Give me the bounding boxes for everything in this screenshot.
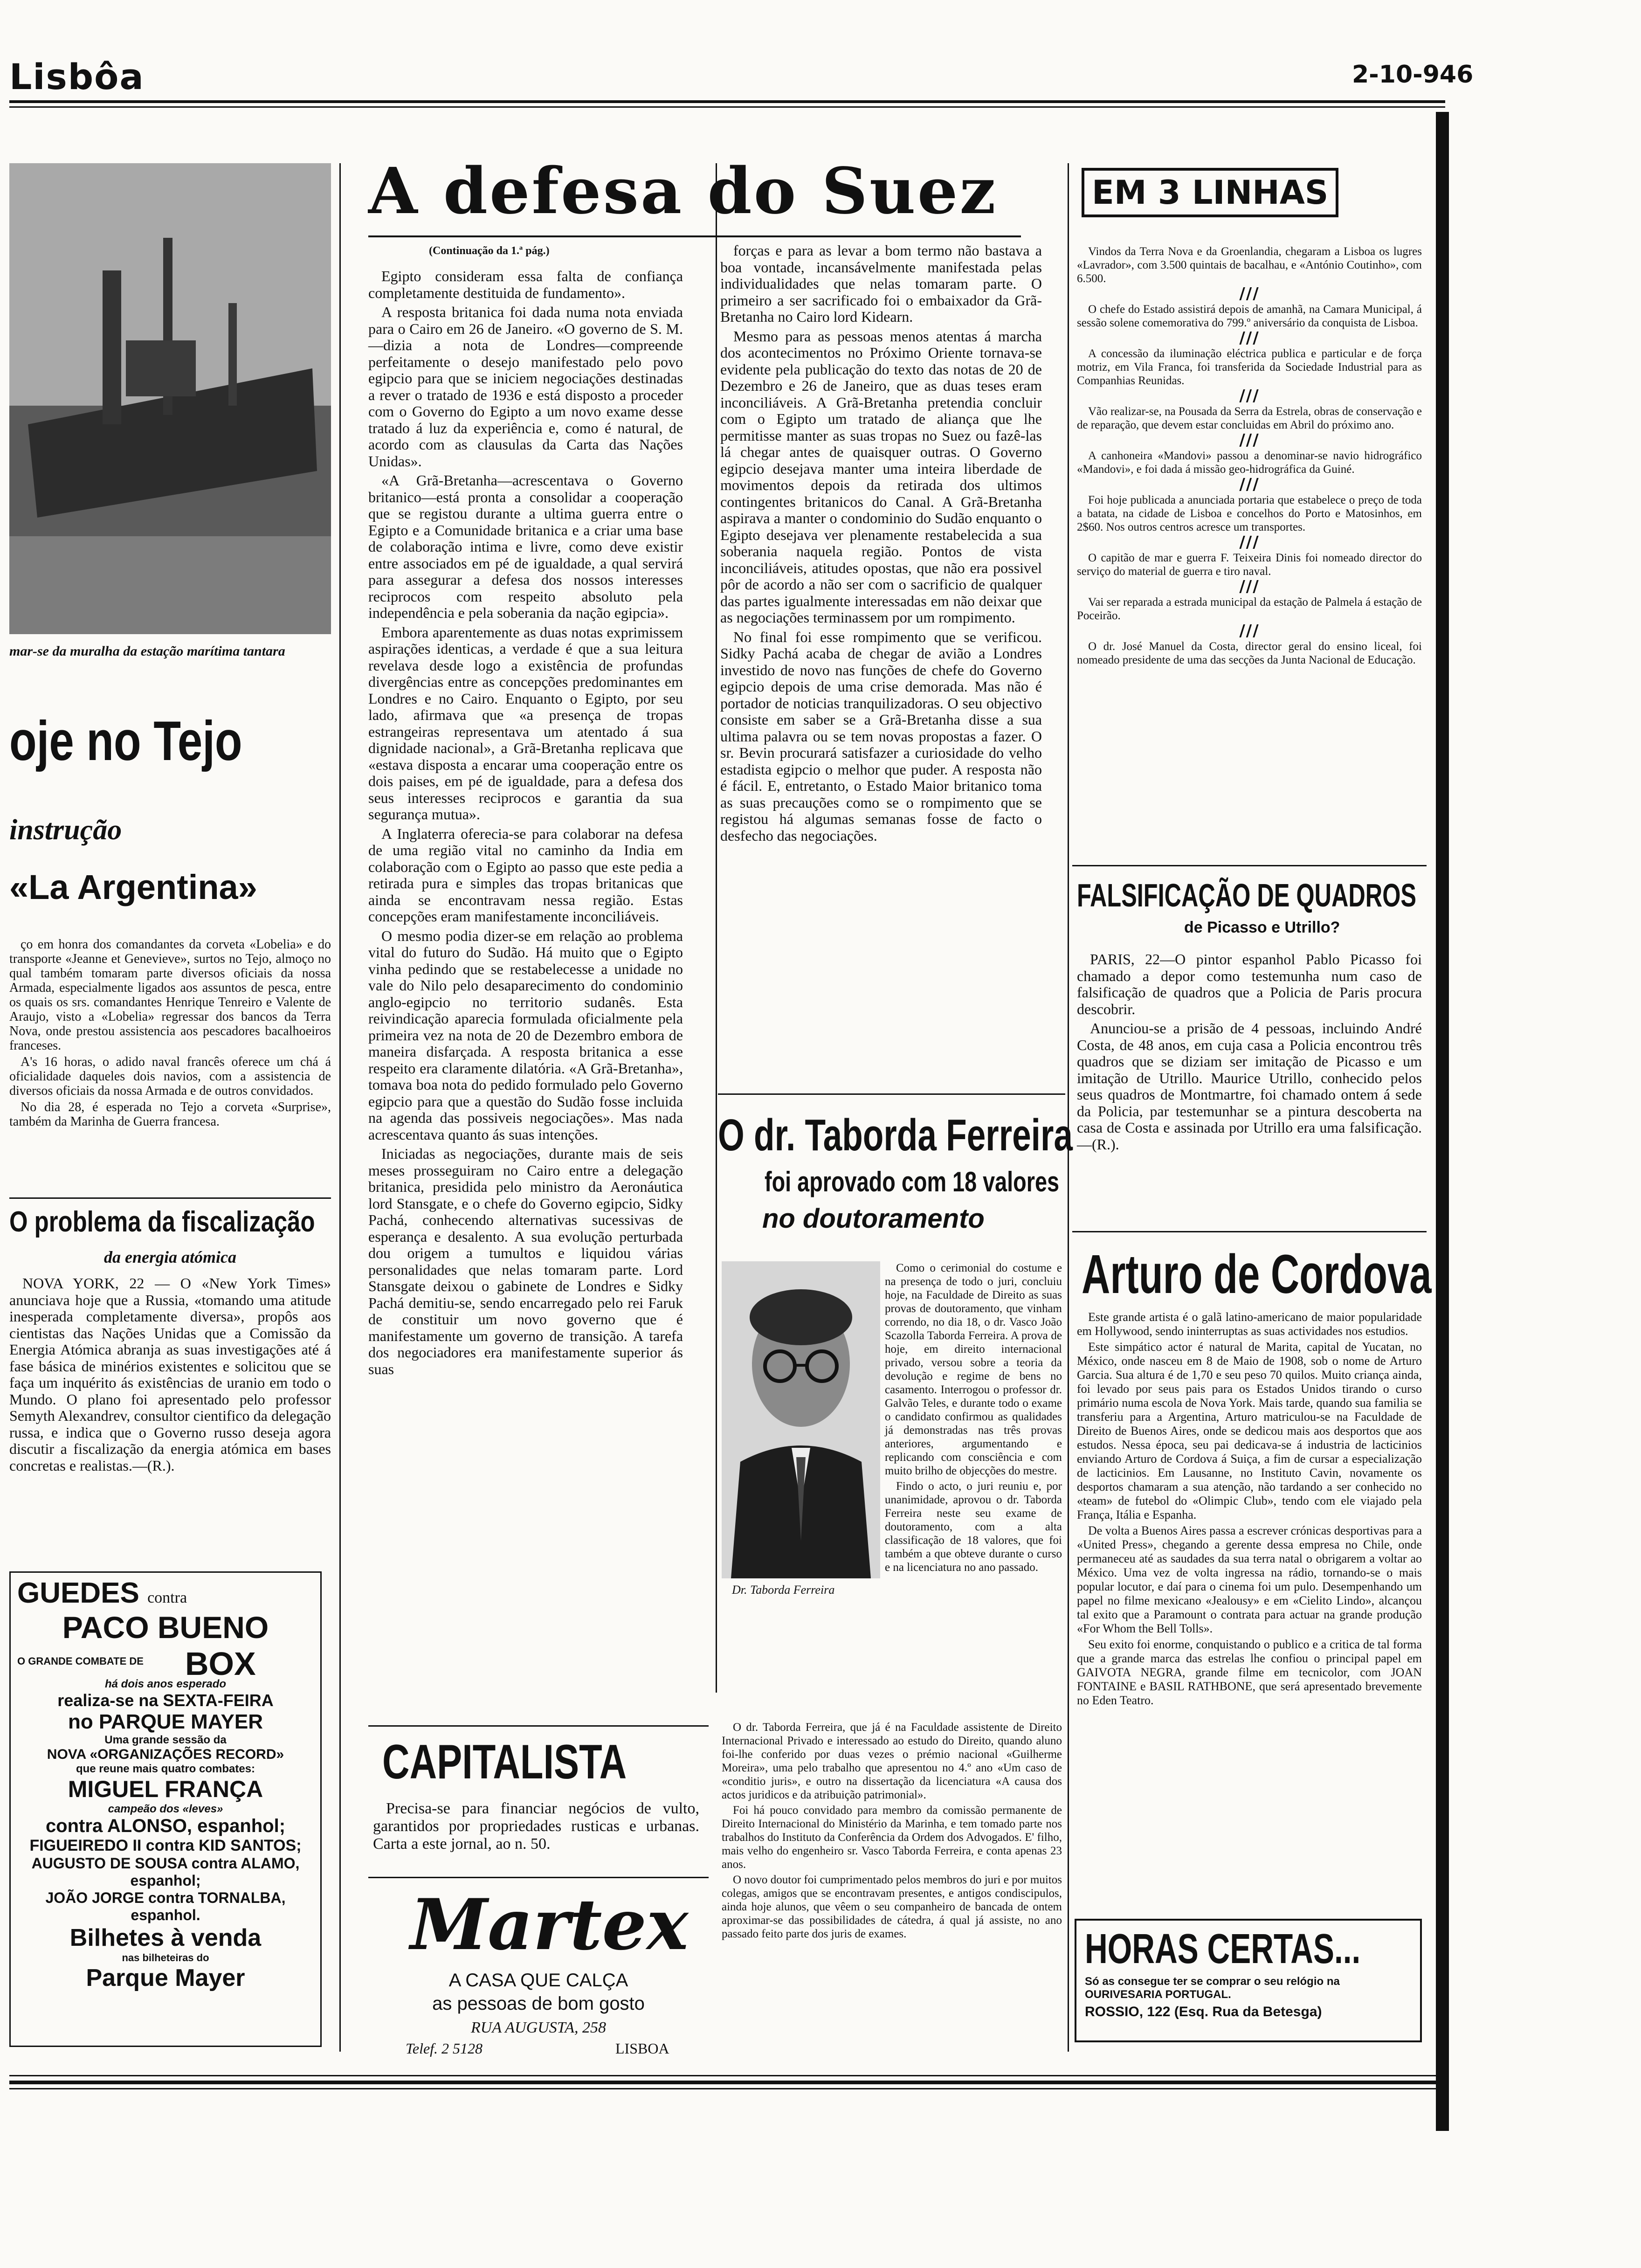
ad-line: realiza-se na SEXTA-FEIRA bbox=[57, 1691, 274, 1710]
ad-contra: contra bbox=[147, 1589, 187, 1606]
brief-item: Vai ser reparada a estrada municipal da estação de Palmela á estação de Poceirão. bbox=[1077, 596, 1422, 622]
portrait-figure-icon bbox=[722, 1261, 880, 1578]
column-divider bbox=[339, 163, 341, 2052]
right-margin-bar bbox=[1436, 112, 1449, 2131]
tejo-headline: oje no Tejo bbox=[9, 710, 242, 772]
ad-venue: no PARQUE MAYER bbox=[68, 1710, 263, 1733]
paragraph: Mesmo para as pessoas menos atentas á marcha dos acontecimentos no Próximo Oriente tornava-se evidente pela publicação do texto das notas de 20 de Dezembro e 26 de Janeiro, que as duas teses eram inconciliáveis. A Grã-Bretanha pretendia concluir com o Egipto um tratado de aliança que lhe permitisse manter as suas tropas no Suez ou fazê-las lá chegar antes de quaisquer outras. O Governo egipcio desejava manter uma inteira liberdade de movimentos depois da retirada dos ultimos contingentes britanicos do Canal. A Grã-Bretanha aspirava a manter o condominio do Sudão enquanto o Egipto desejava ver plenamente restabelecida a sua soberania naquela região. Pontos de vista inconciliáveis, atitudes opostas, que não era possivel pôr de acordo a não ser com o sacrificio de qualquer das partes igualmente interessadas em não deixar que as negociações terminassem por um rompimento. bbox=[720, 327, 1042, 626]
martex-slogan-2: as pessoas de bom gosto bbox=[432, 1993, 645, 2014]
paragraph: Seu exito foi enorme, conquistando o publico e a critica de tal forma que a grande marca das estrelas lhe confiou o principal papel em GAIVOTA NEGRA, grande filme em tecnicolor, com JOAN FONTAINE e BASIL RATHBONE, que será apresentado brevemente no Eden Teatro. bbox=[1077, 1638, 1422, 1707]
taborda-article bbox=[722, 1721, 1062, 1943]
brief-item: A canhoneira «Mandovi» passou a denominar-se navio hidrográfico «Mandovi», e foi dada á missão geo-hidrográfica da Guiné. bbox=[1077, 449, 1422, 476]
ad-fighter-1-name: GUEDES bbox=[17, 1577, 139, 1609]
ad-combat-line bbox=[17, 1645, 314, 1682]
martex-slogan-1: A CASA QUE CALÇA bbox=[448, 1970, 628, 1991]
brief-separator: /// bbox=[1239, 475, 1260, 494]
bottom-rule bbox=[9, 2075, 1445, 2076]
horas-certas-address: ROSSIO, 122 (Esq. Rua da Betesga) bbox=[1085, 2004, 1322, 2019]
brief-separator: /// bbox=[1239, 577, 1260, 596]
ad-bout: JOÃO JORGE contra TORNALBA, espanhol. bbox=[45, 1889, 286, 1923]
ad-bout: contra ALONSO, espanhol; bbox=[45, 1816, 286, 1836]
capitalista-title: CAPITALISTA bbox=[382, 1735, 627, 1789]
divider bbox=[368, 1725, 709, 1727]
ad-box-label: BOX bbox=[185, 1646, 256, 1682]
ad-line: há dois anos esperado bbox=[104, 1678, 227, 1690]
masthead-paper-name: Lisbôa bbox=[9, 56, 145, 97]
paragraph: O dr. Taborda Ferreira, que já é na Faculdade assistente de Direito Internacional Privado e interessado ao estudo do Direito, quando aluno foi-lhe conferido por duas vezes o prémio nacional «Guilherme Moreira», uma pelo trabalho que apresentou no 4.º ano «Um caso de «conditio juris», e outro na dissertação da licenciatura «A causa dos actos juridicos e da atribuição patrimonial». bbox=[722, 1721, 1062, 1801]
cordova-article bbox=[1077, 1310, 1422, 1709]
paragraph: Como o cerimonial do costume e na presença de todo o juri, concluiu hoje, na Faculdade de Direito as suas provas de doutoramento, que vinham correndo, no dia 18, o dr. Vasco João Scazolla Taborda Ferreira. A prova de hoje, em direito internacional privado, versou sobre a teoria da devolução e regime de bens no casamento. Interrogou o professor dr. Galvão Teles, e durante todo o exame o candidato confirmou as qualidades já demonstradas nas três provas anteriores, argumentando e replicando com consciência e com muito brilho de objecções do mestre. bbox=[885, 1262, 1062, 1477]
suez-column-2 bbox=[720, 242, 1042, 847]
suez-headline: A defesa do Suez bbox=[368, 154, 998, 228]
brief-separator: /// bbox=[1239, 431, 1260, 449]
column-divider bbox=[716, 163, 717, 1693]
ad-venue-footer: Parque Mayer bbox=[86, 1964, 245, 1991]
suez-column-1 bbox=[368, 268, 683, 1380]
paragraph: A Inglaterra oferecia-se para colaborar na defesa de uma região vital no caminho da India em colaboração com o Egipto ao passo que este pedia a retirada pura e simples das tropas britanicas que ainda se encontravam nessa região. Estas concepções eram manifestamente inconciliáveis. bbox=[368, 825, 683, 925]
brief-separator: /// bbox=[1239, 329, 1260, 347]
brief-item: Vão realizar-se, na Pousada da Serra da Estrela, obras de conservação e de reparação, que devem estar concluidas em Abril do próximo ano. bbox=[1077, 405, 1422, 431]
divider bbox=[718, 1093, 1065, 1095]
divider bbox=[1072, 1231, 1427, 1232]
paragraph: Anunciou-se a prisão de 4 pessoas, incluindo André Costa, de 48 anos, em cuja casa a Policia encontrou três quadros que se diziam ser imitação de Picasso e um imitação de Utrillo. Maurice Utrillo, conhecido pelos seus quadros de Montmartre, foi chamado ontem á sede da Policia, par testemunhar se a pintura descoberta na casa de Costa e assinada por Utrillo era uma falsificação.—(R.). bbox=[1077, 1020, 1422, 1153]
martex-address: RUA AUGUSTA, 258 bbox=[471, 2019, 606, 2036]
headline-rule bbox=[368, 235, 1021, 237]
em-3-linhas-title: EM 3 LINHAS bbox=[1082, 168, 1338, 217]
ad-line: nas bilheteiras do bbox=[122, 1952, 209, 1964]
paragraph: «A Grã-Bretanha—acrescentava o Governo britanico—está pronta a consolidar a cooperação que se registou durante a ultima guerra entre o Egipto e a Comunidade britanica e a criar uma base de colaboração intima e livre, como deve existir entre associados em pé de igualdade, a qual servirá para assegurar a defesa dos nossos interesses reciprocos com respeito absoluto pela independência e pela soberania da nação egipcia». bbox=[368, 472, 683, 621]
ad-fighter-1 bbox=[17, 1577, 314, 1610]
paragraph: Findo o acto, o juri reuniu e, por unanimidade, aprovou o dr. Taborda Ferreira neste seu exame de doutoramento, com a alta classificação de 18 valores, que foi também a que obteve durante o curso e na licenciatura no ano passado. bbox=[885, 1480, 1062, 1574]
martex-phone: Telef. 2 5128 bbox=[406, 2040, 483, 2057]
brief-item: O chefe do Estado assistirá depois de amanhã, na Camara Municipal, á sessão solene comemorativa do 799.º aniversário da conquista de Lisboa. bbox=[1077, 303, 1422, 329]
brief-item: Vindos da Terra Nova e da Groenlandia, chegaram a Lisboa os lugres «Lavrador», com 3.500 quintais de bacalhau, e «António Coutinho», com 6.500. bbox=[1077, 245, 1422, 285]
paragraph: No final foi esse rompimento que se verificou. Sidky Pachá acaba de chegar de avião a Londres investido de novo nas funções de chefe do Governo egipcio depois de uma crise demorada. Mas não é portador de noticias tranquilizadoras. O seu objectivo consiste em saber se a Grã-Bretanha disse a sua ultima palavra ou se tem novas propostas a fazer. O sr. Bevin procurará satisfazer a curiosidade do velho estadista egipcio o melhor que puder. A resposta não é fácil. E, entretanto, o Estado Maior britanico toma as suas precauções como se o rompimento que se registou há algumas semanas fosse de facto o desfecho das negociações. bbox=[720, 628, 1042, 844]
top-rule-thin bbox=[9, 106, 1445, 108]
brief-item: O capitão de mar e guerra F. Teixeira Dinis foi nomeado director do serviço do material de guerra e tiro naval. bbox=[1077, 552, 1422, 578]
paragraph: Este grande artista é o galã latino-americano de maior popularidade em Hollywood, sendo ininterruptas as suas actividades nos estudios. bbox=[1077, 1310, 1422, 1338]
paragraph: Iniciadas as negociações, durante mais de seis meses prosseguiram no Cairo entre a delegação britanica, presidida pelo ministro da Aeronáutica lord Stansgate, e o chefe do Governo egipcio, Sidky Pachá, conhecendo alternativas sucessivas de esperança e desalento. A sua evolução perturbada dou origem a tumultos e liquidou várias personalidades que nelas tomaram parte. Lord Stansgate deixou o gabinete de Londres e Sidky Pachá demitiu-se, sendo encarregado pelo rei Faruk de constituir um novo governo que é manifestamente um governo de transição. A tarefa dos negociadores era manifestamente superior ás suas bbox=[368, 1145, 683, 1377]
continuation-note: (Continuação da 1.ª pág.) bbox=[429, 245, 550, 257]
fiscalizacao-article: NOVA YORK, 22 — O «New York Times» anunciava hoje que a Russia, «tomando uma atitude inesperada completamente diversa», propôs aos cientistas das Nações Unidas que a Comissão da Energia Atómica abranja as suas investigações até á fase básica de minérios existentes e solicitou que se faça um inquérito ás existências de uranio em todo o Mundo. O plano foi apresentado pelo professor Semyth Alexandrev, consultor cientifico da delegação russa, e indica que o Governo russo deseja agora discutir a fiscalização da energia atómica em bases concretas e realistas.—(R.). bbox=[9, 1275, 331, 1474]
falsificacao-headline: FALSIFICAÇÃO DE QUADROS bbox=[1077, 877, 1417, 913]
brief-separator: /// bbox=[1239, 284, 1260, 303]
tejo-subheading: instrução bbox=[9, 814, 122, 846]
boxing-ad bbox=[9, 1571, 322, 2047]
falsificacao-subheading: de Picasso e Utrillo? bbox=[1184, 919, 1340, 936]
paragraph: De volta a Buenos Aires passa a escrever crónicas desportivas para a «United Press», chegando a gerente dessa empresa no Chile, onde permaneceu até as saudades da sua terra natal o obrigarem a voltar ao México. Uma vez de volta ingressa na rádio, tornando-se o mais popular locutor, e daí para o cinema foi um pulo. Desempenhando um papel no filme mexicano «Jealousy» e em «Cielito Lindo», alcançou tal exito que a Paramount o contrata para actuar na grande produção «For Whom the Bell Tolls». bbox=[1077, 1524, 1422, 1635]
photo-caption: mar-se da muralha da estação marítima tantara bbox=[9, 643, 285, 659]
ad-bout: FIGUEIREDO II contra KID SANTOS; bbox=[29, 1837, 302, 1854]
brief-item: Foi hoje publicada a anunciada portaria que estabelece o preço de toda a batata, na cidade de Lisboa e concelhos do Porto e Matosinhos, em 2$60. Nos outros centros acresce um transportes. bbox=[1077, 494, 1422, 533]
paragraph: Foi há pouco convidado para membro da comissão permanente de Direito Internacional do Ministério da Marinha, e tem tomado parte nos trabalhos do Instituto da Conferência da Ordem dos Advogados. E' filho, mais velho do engenheiro sr. Vasco Taborda Ferreira, e conta apenas 23 anos. bbox=[722, 1804, 1062, 1871]
paragraph: A's 16 horas, o adido naval francês oferece um chá á oficialidade daqueles dois navios, com a assistencia de diversos oficiais da nossa Armada e de outros convidados. bbox=[9, 1055, 331, 1098]
portrait-caption: Dr. Taborda Ferreira bbox=[732, 1583, 835, 1597]
ad-combat-label: O GRANDE COMBATE DE bbox=[17, 1655, 144, 1667]
page-date: 2-10-946 bbox=[1352, 61, 1474, 89]
horas-certas-title: HORAS CERTAS... bbox=[1085, 1926, 1361, 1972]
ad-bout: AUGUSTO DE SOUSA contra ALAMO, espanhol; bbox=[31, 1855, 300, 1889]
divider bbox=[368, 1877, 709, 1878]
paragraph: forças e para as levar a bom termo não bastava a boa vontade, incansávelmente manifestada pelas individualidades que nelas tomaram parte. O primeiro a ser sacrificado foi o embaixador da Grã-Bretanha no Cairo lord Kidearn. bbox=[720, 242, 1042, 325]
paragraph: Egipto consideram essa falta de confiança completamente destituida de fundamento». bbox=[368, 268, 683, 301]
ad-fighter-name: MIGUEL FRANÇA bbox=[68, 1776, 263, 1802]
ad-line: campeão dos «leves» bbox=[108, 1803, 223, 1815]
brief-item: O dr. José Manuel da Costa, director geral do ensino liceal, foi nomeado presidente de uma das secções da Junta Nacional de Educação. bbox=[1077, 640, 1422, 666]
tejo-ship-name: «La Argentina» bbox=[9, 868, 257, 906]
top-rule bbox=[9, 100, 1445, 103]
paragraph: No dia 28, é esperada no Tejo a corveta «Surprise», também da Marinha de Guerra francesa. bbox=[9, 1100, 331, 1129]
paragraph: Este simpático actor é natural de Marita, capital de Yucatan, no México, onde nasceu em 8 de Maio de 1908, sob o nome de Arturo Garcia. Sua altura é de 1,70 e seu peso 70 quilos. Muito criança ainda, foi levado por seus pais para os Estados Unidos tirando o curso primário numa escola de Nova York. Mais tarde, quando sua familia se transferiu para a Argentina, Arturo matriculou-se na Faculdade de Direito de Buenos Aires, onde se dedicou mais aos desportos que aos estudos. Nessa época, seu pai dedicava-se á industria de lacticinios enviando Arturo de Cordova á Suiça, a fim de cursar a especialização de lacticinios. Em Lausanne, no Instituto Cavin, novamente os desportos chamaram a sua atenção, não tardando a ser conhecido no «team» de futebol do «Olimpic Club», tendo com ele viajado pela França, Itália e Espanha. bbox=[1077, 1340, 1422, 1521]
horas-certas-ad bbox=[1075, 1919, 1422, 2042]
ad-line: Uma grande sessão da bbox=[104, 1734, 227, 1746]
taborda-intro bbox=[885, 1261, 1062, 1576]
brief-separator: /// bbox=[1239, 622, 1260, 640]
fiscalizacao-headline: O problema da fiscalização bbox=[9, 1206, 315, 1238]
paragraph: A resposta britanica foi dada numa nota enviada para o Cairo em 26 de Janeiro. «O governo de S. M.—dizia a nota de Londres—compreende perfeitamente o desejo manifestado pelo povo egipcio para que se iniciem negociações destinadas a rever o tratado de 1936 e está disposto a proceder com o Governo do Egipto a um novo exame desse tratado á luz da experiência e, como é natural, de acordo com as clausulas da Carta das Nações Unidas». bbox=[368, 304, 683, 470]
brief-item: A concessão da iluminação eléctrica publica e particular e de força motriz, em Vila Franca, foi transferida da Sociedade Industrial para as Companhias Reunidas. bbox=[1077, 347, 1422, 387]
paragraph: O novo doutor foi cumprimentado pelos membros do juri e por muitos colegas, amigos que se encontravam presentes, e antigos condiscipulos, ainda hoje alunos, que vêem o seu companheiro de bancada de ontem aproximar-se das possibilidades de cátedra, á qual já assiste, no ano passado feito parte dos juris de exames. bbox=[722, 1874, 1062, 1940]
em-3-linhas-list bbox=[1077, 245, 1422, 669]
paragraph: O mesmo podia dizer-se em relação ao problema vital do futuro do Sudão. Há muito que o Egipto vinha pedindo que se restabelecesse a unidade no vale do Nilo pelo desaparecimento do condominio anglo-egipcio no territorio sudanês. Esta reivindicação aparecia formulada oficialmente pela primeira vez na nota de 20 de Dezembro embora de maneira disfarçada. A resposta britanica a esse respeito era claramente dilatória. «A Grã-Bretanha», tomava boa nota do pedido formulado pelo Governo egipcio para que a questão do Sudão fosse incluida na agenda das possiveis negociações». Mas nada acrescentava quanto ás suas intenções. bbox=[368, 927, 683, 1143]
taborda-subheading: foi aprovado com 18 valores bbox=[765, 1166, 1060, 1197]
taborda-subheading-2: no doutoramento bbox=[762, 1203, 985, 1234]
paragraph: ço em honra dos comandantes da corveta «Lobelia» e do transporte «Jeanne et Genevieve», surtos no Tejo, almoço no qual também tomaram parte diversos oficiais da nossa Armada, especialmente ligados aos assuntos de pesca, entre os quais os srs. comandantes Henrique Tenreiro e Valente de Araujo, visto a «Lobelia» regressar dos bancos da Terra Nova, onde prestou assistencia aos pescadores bacalhoeiros franceses. bbox=[9, 937, 331, 1053]
fiscalizacao-subheading: da energia atómica bbox=[104, 1248, 236, 1266]
horas-certas-text: Só as consegue ter se comprar o seu relógio na OURIVESARIA PORTUGAL. bbox=[1085, 1975, 1340, 2001]
bottom-rule bbox=[9, 2088, 1445, 2089]
brief-separator: /// bbox=[1239, 387, 1260, 405]
ad-tickets: Bilhetes à venda bbox=[69, 1924, 262, 1951]
ad-organizer: NOVA «ORGANIZAÇÕES RECORD» bbox=[47, 1747, 284, 1762]
martex-logo: Martex bbox=[410, 1884, 689, 1966]
ship-silhouette-icon bbox=[9, 163, 331, 634]
portrait-photo bbox=[722, 1261, 880, 1578]
ad-fighter-2: PACO BUENO bbox=[62, 1610, 269, 1645]
tejo-article bbox=[9, 937, 331, 1131]
ad-line: que reune mais quatro combates: bbox=[76, 1763, 255, 1775]
warship-photo bbox=[9, 163, 331, 634]
divider bbox=[1072, 865, 1427, 866]
brief-separator: /// bbox=[1239, 533, 1260, 552]
column-divider bbox=[1068, 163, 1069, 2052]
divider bbox=[9, 1197, 331, 1199]
cordova-headline: Arturo de Cordova bbox=[1082, 1244, 1432, 1305]
paragraph: PARIS, 22—O pintor espanhol Pablo Picasso foi chamado a depor como testemunha num caso de falsificação de quadros que a Policia de Paris procura descobrir. bbox=[1077, 951, 1422, 1017]
taborda-headline: O dr. Taborda Ferreira bbox=[718, 1110, 1073, 1160]
martex-city: LISBOA bbox=[615, 2040, 669, 2057]
paragraph: Embora aparentemente as duas notas exprimissem aspirações identicas, a verdade é que a sua leitura revelava desde logo a existência de profundas divergências entre as concepções predominantes em Londres e no Cairo. Enquanto o Egipto, por seu lado, afirmava que «a presença de tropas estrangeiras representava um atentado á sua dignidade nacional», a Grã-Bretanha replicava que «estava disposta a encarar uma cooperação entre os dois paises, em pé de igualdade, para a defesa dos seus interesses reciprocos e garantia da sua segurança mutua». bbox=[368, 623, 683, 823]
falsificacao-article bbox=[1077, 951, 1422, 1155]
capitalista-ad: Precisa-se para financiar negócios de vulto, garantidos por propriedades rusticas e urbanas. Carta a este jornal, ao n. 50. bbox=[373, 1800, 699, 1853]
bottom-rule-thick bbox=[9, 2081, 1445, 2084]
